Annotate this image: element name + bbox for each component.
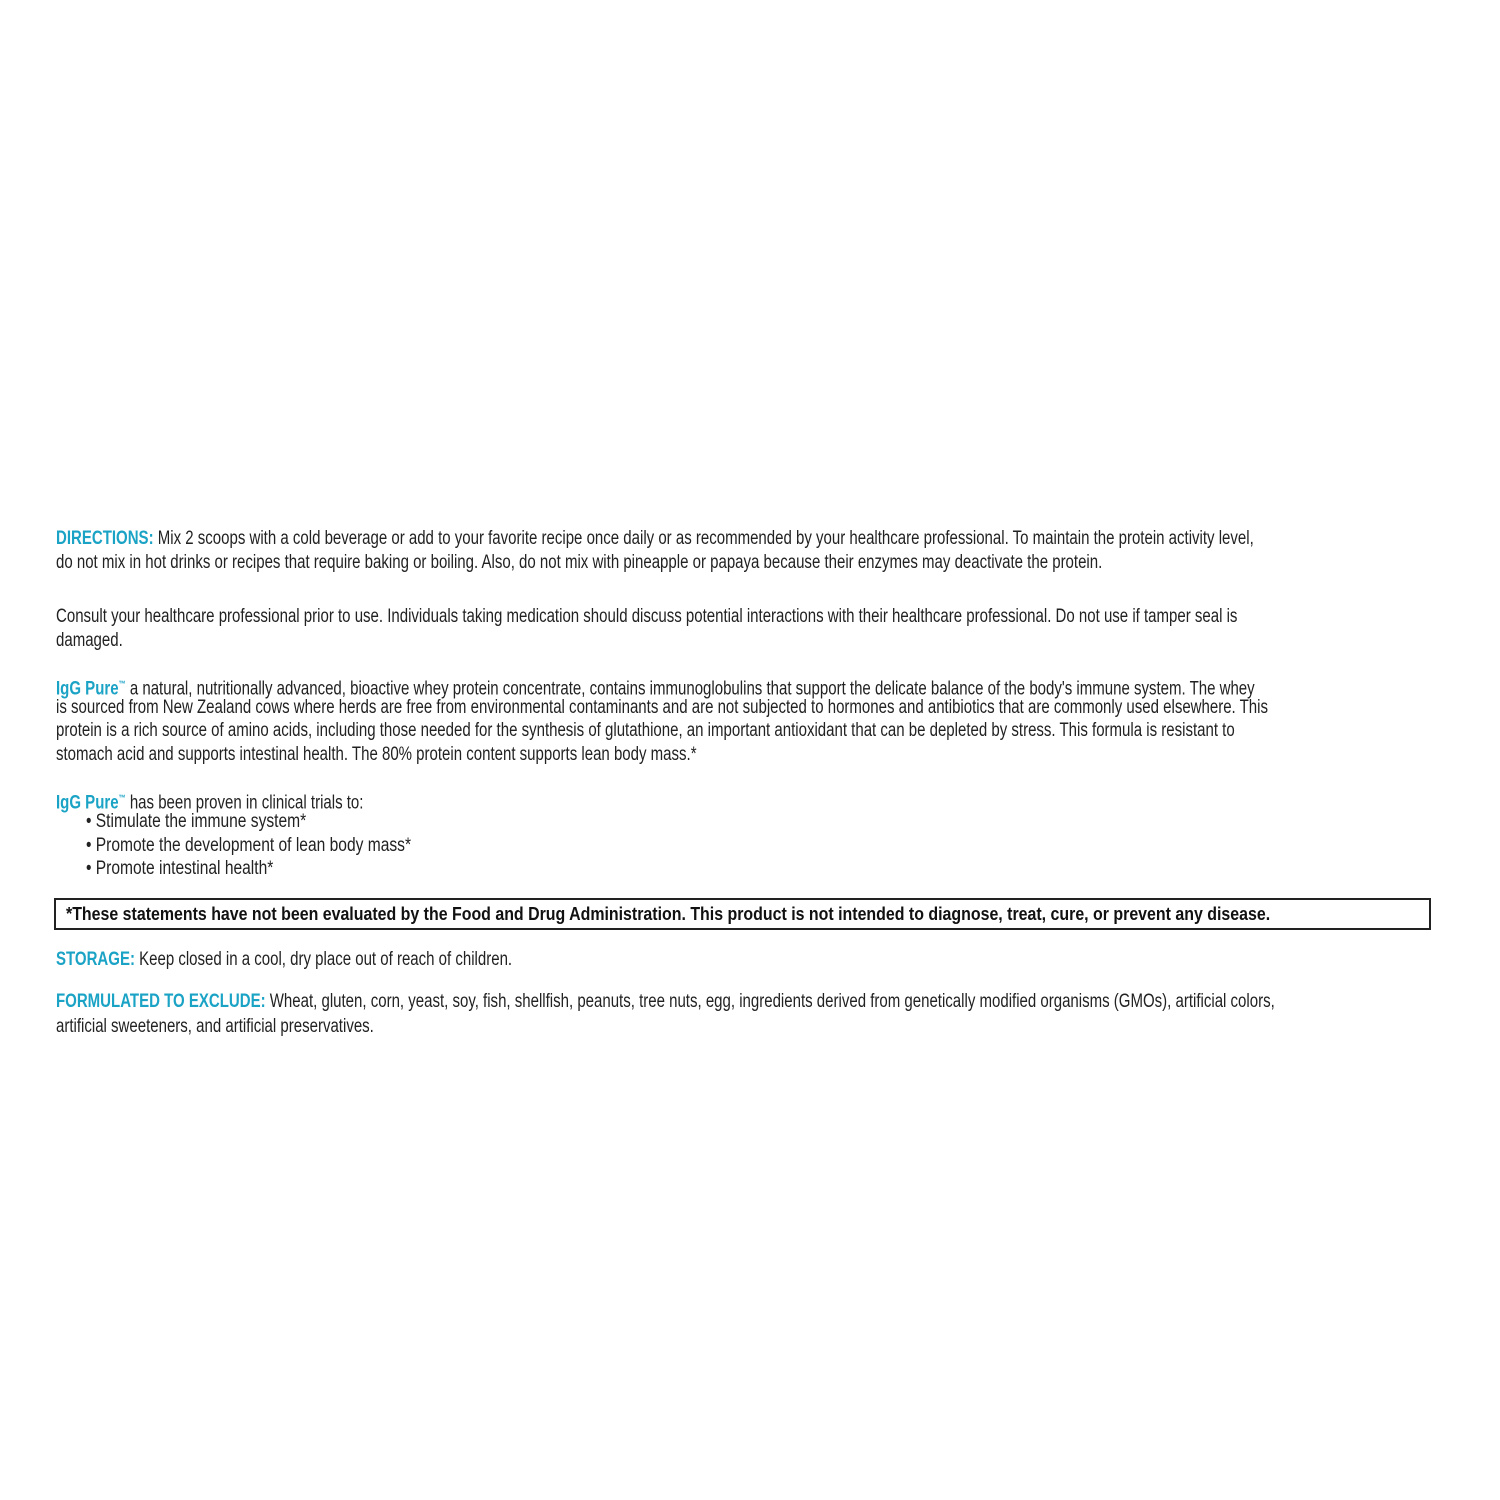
clinical-bullet: • Stimulate the immune system* (86, 811, 307, 832)
description-line-4: stomach acid and supports intestinal health. The 80% protein content supports lean body mass.* (56, 744, 697, 765)
directions-text: Mix 2 scoops with a cold beverage or add to your favorite recipe once daily or as recommended by your healthcare professional. To maintain the protein activity level, (153, 528, 1254, 549)
storage-text: Keep closed in a cool, dry place out of reach of children. (134, 949, 513, 970)
brand-name: IgG Pure (56, 678, 119, 700)
storage-line (56, 948, 512, 972)
description-text: a natural, nutritionally advanced, bioactive whey protein concentrate, contains immunoglobulins that support the delicate balance of the body's immune system. The whey (125, 678, 1255, 700)
directions-line-1 (56, 527, 1254, 551)
fda-disclaimer-box (54, 898, 1431, 930)
description-line-2: is sourced from New Zealand cows where herds are free from environmental contaminants and are not subjected to hormones and antibiotics that are commonly used elsewhere. This (56, 697, 1268, 718)
fda-disclaimer-text: *These statements have not been evaluated by the Food and Drug Administration. This product is not intended to diagnose, treat, cure, or prevent any disease. (66, 904, 1271, 924)
brand-name: IgG Pure (56, 792, 119, 814)
clinical-intro-text: has been proven in clinical trials to: (125, 792, 364, 814)
directions-line-2: do not mix in hot drinks or recipes that require baking or boiling. Also, do not mix with pineapple or papaya because their enzymes may deactivate the protein. (56, 552, 1103, 573)
storage-label: STORAGE: (56, 949, 135, 970)
description-line-3: protein is a rich source of amino acids, including those needed for the synthesis of glutathione, an important antioxidant that can be depleted by stress. This formula is resistant to (56, 720, 1235, 741)
clinical-bullet: • Promote the development of lean body mass* (86, 835, 412, 856)
consult-line-1: Consult your healthcare professional prior to use. Individuals taking medication should discuss potential interactions with their healthcare professional. Do not use if tamper seal is (56, 606, 1238, 627)
consult-line-2: damaged. (56, 630, 123, 651)
exclude-text: Wheat, gluten, corn, yeast, soy, fish, shellfish, peanuts, tree nuts, egg, ingredients derived from genetically modified organisms (GMOs), artificial colors, (265, 991, 1275, 1012)
exclude-line-2: artificial sweeteners, and artificial preservatives. (56, 1016, 374, 1037)
clinical-bullet: • Promote intestinal health* (86, 858, 274, 879)
exclude-label: FORMULATED TO EXCLUDE: (56, 991, 266, 1012)
directions-label: DIRECTIONS: (56, 528, 154, 549)
trademark-symbol: ™ (118, 679, 126, 689)
exclude-line-1 (56, 990, 1275, 1014)
trademark-symbol: ™ (118, 793, 126, 803)
